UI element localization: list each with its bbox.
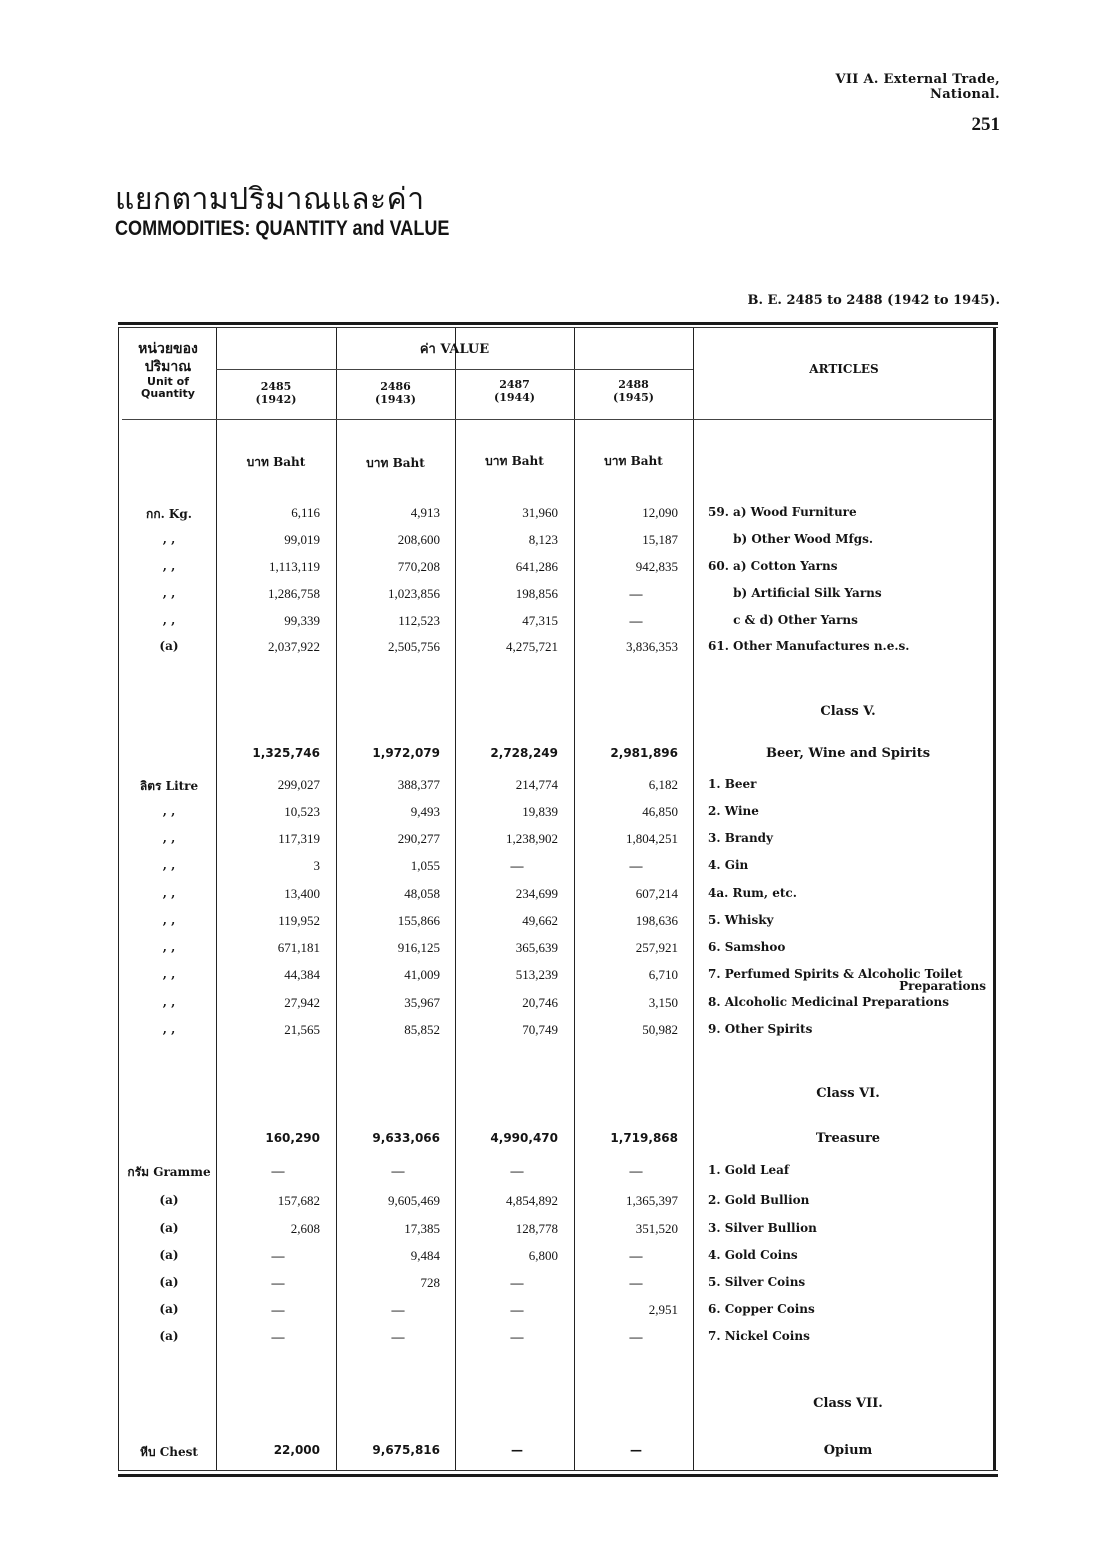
value-cell: —: [391, 1302, 405, 1317]
year-header: 2488 (1945): [612, 378, 655, 404]
value-cell: 6,182: [648, 777, 678, 792]
value-cell: 234,699: [515, 886, 558, 901]
table-row: [118, 505, 996, 529]
unit-cell: , ,: [162, 858, 176, 872]
value-cell: —: [511, 1443, 523, 1457]
value-cell: 160,290: [265, 1131, 320, 1145]
unit-cell: (a): [159, 639, 179, 653]
unit-cell: , ,: [162, 804, 176, 818]
article-text: 5. Silver Coins: [708, 1275, 806, 1289]
table-row: [118, 777, 996, 801]
value-cell: 9,633,066: [372, 1131, 440, 1145]
unit-cell: , ,: [162, 532, 176, 546]
table-row: [118, 1275, 996, 1299]
unit-cell: (a): [159, 1275, 179, 1289]
article-text: 6. Samshoo: [708, 940, 786, 954]
value-cell: 1,286,758: [268, 586, 320, 601]
article-text: 5. Whisky: [708, 913, 774, 927]
currency-label: บาท Baht: [485, 454, 544, 468]
article-label: [708, 1275, 988, 1289]
value-cell: 41,009: [404, 967, 440, 982]
article-text-continued: Preparations: [899, 979, 986, 993]
table-row: [118, 886, 996, 910]
article-label: [708, 613, 988, 627]
commodities-table: [118, 322, 996, 1479]
unit-cell: , ,: [162, 967, 176, 981]
unit-header: [120, 340, 216, 400]
article-label: [708, 940, 988, 954]
value-cell: 85,852: [404, 1022, 440, 1037]
value-cell: 17,385: [404, 1221, 440, 1236]
article-label: [708, 1221, 988, 1235]
table-row: [118, 613, 996, 637]
value-cell: 10,523: [284, 804, 320, 819]
table-row: [118, 804, 996, 828]
article-text: 3. Silver Bullion: [708, 1221, 817, 1235]
value-cell: 513,239: [515, 967, 558, 982]
value-cell: —: [510, 1163, 524, 1178]
article-label: [708, 505, 988, 519]
value-cell: 4,854,892: [506, 1193, 558, 1208]
value-cell: 9,605,469: [388, 1193, 440, 1208]
header-rule: [216, 369, 693, 370]
value-cell: —: [510, 858, 524, 873]
value-cell: 15,187: [642, 532, 678, 547]
value-cell: 13,400: [284, 886, 320, 901]
table-row: [118, 1163, 996, 1187]
value-cell: 22,000: [273, 1443, 320, 1457]
value-cell: 4,990,470: [490, 1131, 558, 1145]
article-text: 3. Brandy: [708, 831, 774, 845]
article-text: 61. Other Manufactures n.e.s.: [708, 639, 910, 653]
article-label: [708, 1022, 988, 1036]
value-cell: 20,746: [522, 995, 558, 1010]
value-cell: 3,836,353: [626, 639, 678, 654]
value-cell: 12,090: [642, 505, 678, 520]
article-label: [708, 639, 988, 653]
value-cell: 2,505,756: [388, 639, 440, 654]
value-cell: 1,023,856: [388, 586, 440, 601]
value-cell: —: [510, 1275, 524, 1290]
value-cell: 50,982: [642, 1022, 678, 1037]
unit-cell: , ,: [162, 613, 176, 627]
value-cell: 1,365,397: [626, 1193, 678, 1208]
value-cell: 2,037,922: [268, 639, 320, 654]
article-label: [708, 1329, 988, 1343]
table-row: [118, 913, 996, 937]
value-cell: 198,856: [515, 586, 558, 601]
table-row: [118, 1193, 996, 1217]
unit-cell: (a): [159, 1302, 179, 1316]
class-total-row: [118, 746, 996, 770]
article-text: b) Other Wood Mfgs.: [708, 532, 874, 546]
value-cell: 9,484: [410, 1248, 440, 1263]
value-cell: 2,728,249: [490, 746, 558, 760]
value-cell: 1,325,746: [252, 746, 320, 760]
unit-header-thai-2: ปริมาณ: [144, 359, 192, 375]
unit-header-en-1: Unit of: [147, 375, 189, 388]
value-cell: 728: [420, 1275, 440, 1290]
value-cell: 1,972,079: [372, 746, 440, 760]
article-label: [708, 995, 988, 1009]
article-label: [708, 858, 988, 872]
class-heading-text: Class VII.: [813, 1396, 883, 1411]
table-row: [118, 967, 996, 991]
value-cell: —: [629, 1329, 643, 1344]
value-cell: 1,055: [410, 858, 440, 873]
value-cell: 1,113,119: [268, 559, 320, 574]
value-cell: —: [271, 1302, 285, 1317]
currency-label: บาท Baht: [366, 456, 425, 470]
running-head: VII A. External Trade, National.: [835, 72, 1000, 102]
article-text: 1. Beer: [708, 777, 757, 791]
unit-cell: , ,: [162, 886, 176, 900]
table-row: [118, 995, 996, 1019]
value-cell: 671,181: [277, 940, 320, 955]
article-text: 60. a) Cotton Yarns: [708, 559, 838, 573]
article-text: Opium: [823, 1443, 873, 1458]
unit-cell: , ,: [162, 559, 176, 573]
value-cell: 1,804,251: [626, 831, 678, 846]
table-row: [118, 586, 996, 610]
value-cell: 99,019: [284, 532, 320, 547]
unit-cell: , ,: [162, 1022, 176, 1036]
page-title: COMMODITIES: QUANTITY and VALUE: [115, 217, 450, 240]
value-cell: 2,608: [290, 1221, 320, 1236]
value-cell: 155,866: [397, 913, 440, 928]
value-cell: 112,523: [398, 613, 440, 628]
year-header: 2485 (1942): [255, 380, 297, 406]
table-row: [118, 831, 996, 855]
value-header: ค่า VALUE: [419, 342, 490, 357]
table-row: [118, 1022, 996, 1046]
unit-cell: กก. Kg.: [146, 507, 192, 521]
currency-label: บาท Baht: [604, 454, 663, 468]
class-heading: [118, 1086, 996, 1110]
unit-cell: , ,: [162, 913, 176, 927]
value-cell: 6,710: [648, 967, 678, 982]
value-cell: —: [630, 1443, 642, 1457]
article-text: 4a. Rum, etc.: [708, 886, 797, 900]
value-cell: —: [271, 1275, 285, 1290]
unit-cell: , ,: [162, 940, 176, 954]
unit-header-thai-1: หน่วยของ: [138, 341, 198, 357]
value-cell: 2,981,896: [610, 746, 678, 760]
value-cell: —: [510, 1329, 524, 1344]
table-row: [118, 1221, 996, 1245]
value-cell: 157,682: [277, 1193, 320, 1208]
value-cell: —: [391, 1163, 405, 1178]
article-text: 7. Nickel Coins: [708, 1329, 810, 1343]
article-text: 1. Gold Leaf: [708, 1163, 790, 1177]
value-cell: —: [391, 1329, 405, 1344]
table-row: [118, 940, 996, 964]
value-cell: 4,913: [410, 505, 440, 520]
class-total-row: [118, 1443, 996, 1467]
value-cell: 198,636: [635, 913, 678, 928]
value-cell: —: [271, 1329, 285, 1344]
unit-cell: หีบ Chest: [140, 1445, 198, 1459]
article-label: [708, 1443, 988, 1458]
article-text: 2. Wine: [708, 804, 759, 818]
year-header: 2487 (1944): [493, 378, 536, 404]
value-cell: 19,839: [522, 804, 558, 819]
article-label: [708, 831, 988, 845]
article-label: [708, 1163, 988, 1177]
value-cell: 8,123: [528, 532, 558, 547]
table-row: [118, 1248, 996, 1272]
article-label: [708, 967, 988, 993]
value-cell: 4,275,721: [506, 639, 558, 654]
value-cell: 21,565: [284, 1022, 320, 1037]
value-cell: 942,835: [635, 559, 678, 574]
value-cell: 208,600: [397, 532, 440, 547]
value-cell: 351,520: [635, 1221, 678, 1236]
table-row: [118, 559, 996, 583]
table-bottom-rule-thin: [118, 1470, 998, 1471]
value-cell: 607,214: [635, 886, 678, 901]
table-row: [118, 858, 996, 882]
value-cell: —: [629, 1248, 643, 1263]
value-cell: 9,493: [410, 804, 440, 819]
value-cell: —: [629, 858, 643, 873]
value-cell: 3: [313, 858, 320, 873]
value-cell: 119,952: [278, 913, 320, 928]
value-cell: 9,675,816: [372, 1443, 440, 1457]
value-cell: 388,377: [397, 777, 440, 792]
article-label: [708, 1131, 988, 1146]
class-heading: [118, 704, 996, 728]
article-text: 8. Alcoholic Medicinal Preparations: [708, 995, 950, 1009]
class-total-row: [118, 1131, 996, 1155]
value-cell: —: [271, 1163, 285, 1178]
class-heading-text: Class VI.: [816, 1086, 880, 1101]
unit-cell: (a): [159, 1221, 179, 1235]
value-cell: 3,150: [648, 995, 678, 1010]
value-cell: —: [629, 1275, 643, 1290]
article-text: Treasure: [815, 1131, 881, 1146]
table-row: [118, 1302, 996, 1326]
table-row: [118, 532, 996, 556]
value-cell: 641,286: [515, 559, 558, 574]
class-heading: [118, 1396, 996, 1420]
value-cell: 6,800: [528, 1248, 558, 1263]
article-label: [708, 804, 988, 818]
value-cell: 1,719,868: [610, 1131, 678, 1145]
value-cell: 214,774: [515, 777, 558, 792]
article-label: [708, 1193, 988, 1207]
value-cell: 46,850: [642, 804, 678, 819]
article-text: 59. a) Wood Furniture: [708, 505, 857, 519]
value-cell: —: [629, 586, 643, 601]
value-cell: 770,208: [397, 559, 440, 574]
article-label: [708, 913, 988, 927]
unit-cell: (a): [159, 1248, 179, 1262]
unit-header-en-2: Quantity: [141, 387, 195, 400]
value-cell: —: [510, 1302, 524, 1317]
article-label: [708, 777, 988, 791]
table-top-rule: [118, 322, 998, 325]
value-cell: 290,277: [397, 831, 440, 846]
article-text: 2. Gold Bullion: [708, 1193, 810, 1207]
value-cell: 1,238,902: [506, 831, 558, 846]
value-cell: 916,125: [397, 940, 440, 955]
value-cell: 6,116: [291, 505, 320, 520]
class-heading-text: Class V.: [820, 704, 876, 719]
value-cell: 44,384: [284, 967, 320, 982]
table-top-rule-thin: [118, 327, 998, 328]
value-cell: 2,951: [648, 1302, 678, 1317]
value-cell: 128,778: [515, 1221, 558, 1236]
value-cell: 299,027: [277, 777, 320, 792]
value-cell: 47,315: [522, 613, 558, 628]
table-row: [118, 639, 996, 663]
value-cell: 27,942: [284, 995, 320, 1010]
article-label: [708, 532, 988, 546]
article-label: [708, 1248, 988, 1262]
unit-cell: , ,: [162, 586, 176, 600]
unit-cell: , ,: [162, 831, 176, 845]
value-cell: 257,921: [635, 940, 678, 955]
value-cell: 31,960: [522, 505, 558, 520]
unit-cell: (a): [159, 1193, 179, 1207]
value-cell: —: [271, 1248, 285, 1263]
article-text: Beer, Wine and Spirits: [765, 746, 931, 761]
value-cell: 99,339: [284, 613, 320, 628]
unit-cell: กรัม Gramme: [127, 1165, 211, 1179]
table-bottom-rule: [118, 1474, 998, 1477]
article-label: [708, 1302, 988, 1316]
table-row: [118, 1329, 996, 1353]
value-cell: 49,662: [522, 913, 558, 928]
currency-label: บาท Baht: [246, 455, 306, 469]
articles-header: ARTICLES: [809, 362, 879, 376]
value-cell: —: [629, 1163, 643, 1178]
article-text: 4. Gin: [708, 858, 749, 872]
article-text: 9. Other Spirits: [708, 1022, 813, 1036]
article-label: [708, 886, 988, 900]
article-text: c & d) Other Yarns: [708, 613, 858, 627]
value-cell: 117,319: [278, 831, 320, 846]
period-label: B. E. 2485 to 2488 (1942 to 1945).: [747, 293, 1000, 308]
unit-cell: (a): [159, 1329, 179, 1343]
article-text: 4. Gold Coins: [708, 1248, 798, 1262]
year-header: 2486 (1943): [374, 380, 417, 406]
value-cell: 365,639: [515, 940, 558, 955]
article-text: b) Artificial Silk Yarns: [708, 586, 882, 600]
unit-cell: ลิตร Litre: [139, 779, 199, 793]
article-text: 7. Perfumed Spirits & Alcoholic Toilet: [708, 967, 963, 981]
value-cell: 48,058: [404, 886, 440, 901]
value-cell: —: [629, 613, 643, 628]
page-number: 251: [971, 114, 1000, 135]
unit-cell: , ,: [162, 995, 176, 1009]
value-cell: 35,967: [404, 995, 440, 1010]
title-thai: แยกตามปริมาณและค่า: [115, 183, 425, 216]
value-cell: 70,749: [522, 1022, 558, 1037]
article-label: [708, 746, 988, 761]
article-text: 6. Copper Coins: [708, 1302, 815, 1316]
article-label: [708, 559, 988, 573]
header-rule: [122, 419, 992, 420]
article-label: [708, 586, 988, 600]
